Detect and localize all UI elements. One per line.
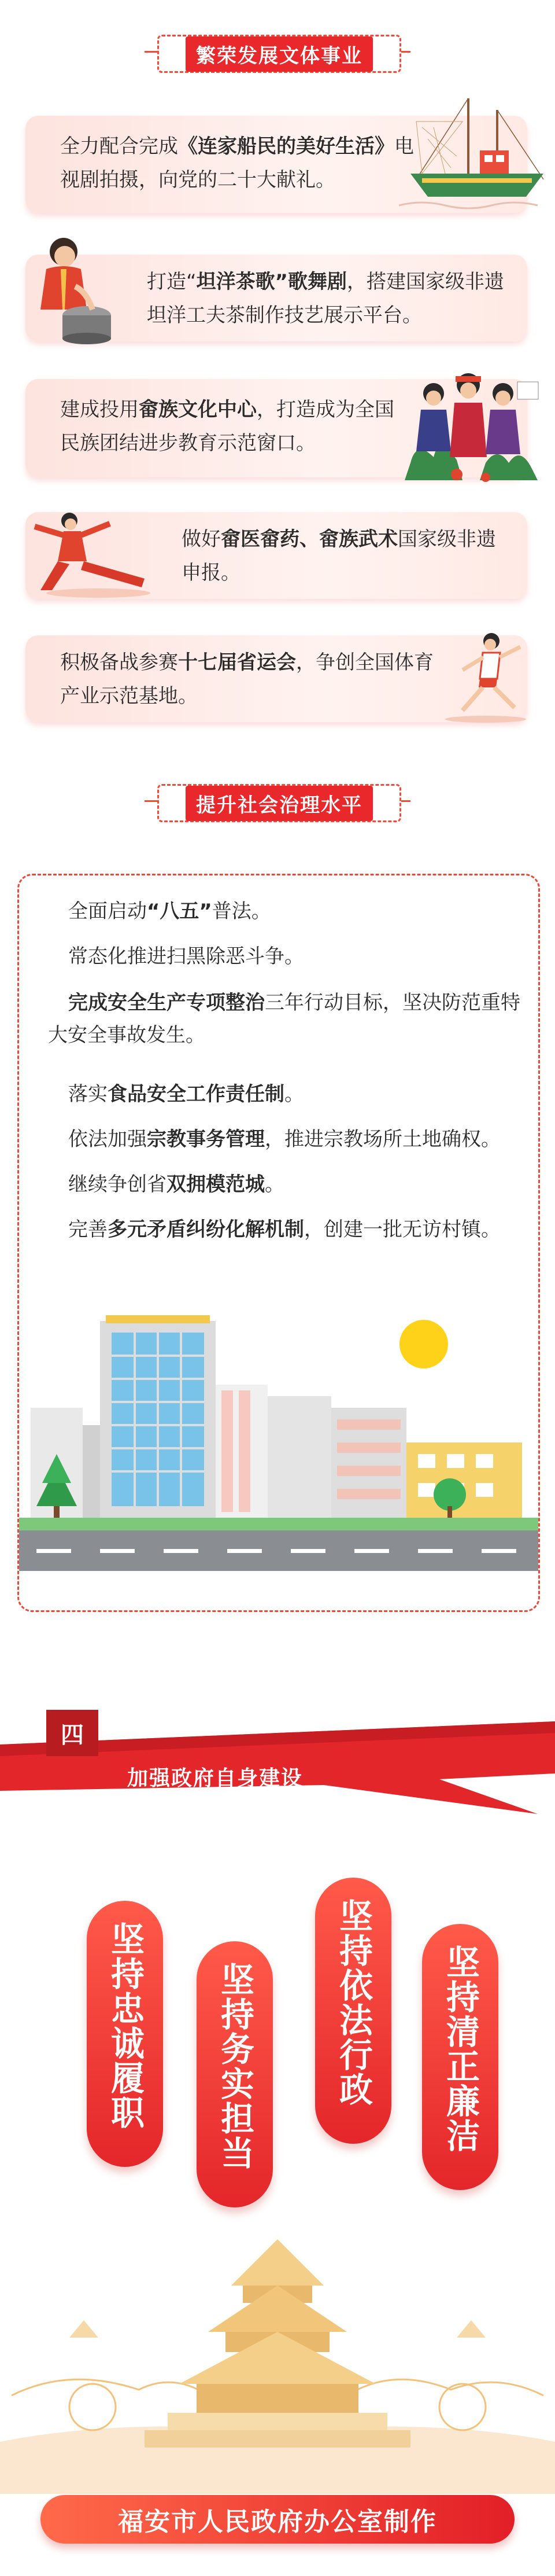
governance-line-3: 完成安全生产专项整治三年行动目标，坚决防范重特大安全事故发生。 [48, 991, 520, 1047]
governance-line-2: 常态化推进扫黑除恶斗争。 [68, 945, 304, 968]
scroll-integrity-text: 坚持清正廉洁 [441, 1945, 480, 2153]
section2-title: 提升社会治理水平 [186, 786, 373, 821]
header-frame [157, 35, 401, 73]
item-text-5: 积极备战参赛十七届省运会，争创全国体育产业示范基地。 [60, 651, 434, 708]
scroll-practical-text: 坚持务实担当 [215, 1962, 254, 2170]
governance-line-6: 继续争创省双拥模范城。 [68, 1173, 284, 1196]
governance-box [17, 874, 540, 1612]
temple-of-heaven-illustration [0, 2222, 555, 2494]
scroll-loyal [87, 1901, 163, 2167]
header-left-line [145, 51, 157, 53]
runner-illustration [428, 624, 538, 728]
header-frame [157, 784, 401, 822]
scroll-practical [197, 1941, 273, 2207]
item-text-2: 打造“坦洋茶歌”歌舞剧，搭建国家级非遗坦洋工夫茶制作技艺展示平台。 [147, 270, 504, 327]
governance-line-7: 完善多元矛盾纠纷化解机制，创建一批无访村镇。 [68, 1218, 501, 1241]
scroll-law [315, 1878, 391, 2144]
fishing-boat-illustration [399, 87, 549, 220]
item-text-4: 做好畲医畲药、畲族武术国家级非遗申报。 [182, 528, 496, 584]
tree-icon [434, 1478, 466, 1511]
section3-title: 加强政府自身建设 [127, 1767, 304, 1790]
section3-banner [0, 1704, 555, 1820]
footer-text: 福安市人民政府办公室制作 [118, 2507, 437, 2537]
governance-line-4: 落实食品安全工作责任制。 [68, 1083, 304, 1106]
section1-header [149, 29, 406, 75]
scroll-loyal-text: 坚持忠诚履职 [105, 1922, 145, 2130]
header-left-line [145, 800, 157, 802]
item-text-3: 建成投用畲族文化中心，打造成为全国民族团结进步教育示范窗口。 [60, 398, 394, 455]
section2-header [149, 778, 406, 825]
section1-title: 繁荣发展文体事业 [186, 36, 373, 72]
tea-maker-illustration [29, 229, 116, 344]
city-skyline-illustration [19, 1309, 538, 1599]
martial-artist-illustration [29, 503, 156, 602]
governance-line-5: 依法加强宗教事务管理，推进宗教场所土地确权。 [68, 1128, 501, 1151]
governance-line-1: 全面启动“八五”普法。 [68, 900, 271, 923]
section3-number-badge: 四 [61, 1721, 84, 1749]
scroll-law-text: 坚持依法行政 [334, 1898, 373, 2107]
item-text-1: 全力配合完成《连家船民的美好生活》电视剧拍摄，向党的二十大献礼。 [60, 135, 414, 192]
sun-icon [399, 1320, 448, 1368]
scroll-integrity [422, 1924, 498, 2190]
ethnic-dancers-illustration [399, 359, 543, 492]
footer-banner [40, 2495, 515, 2544]
